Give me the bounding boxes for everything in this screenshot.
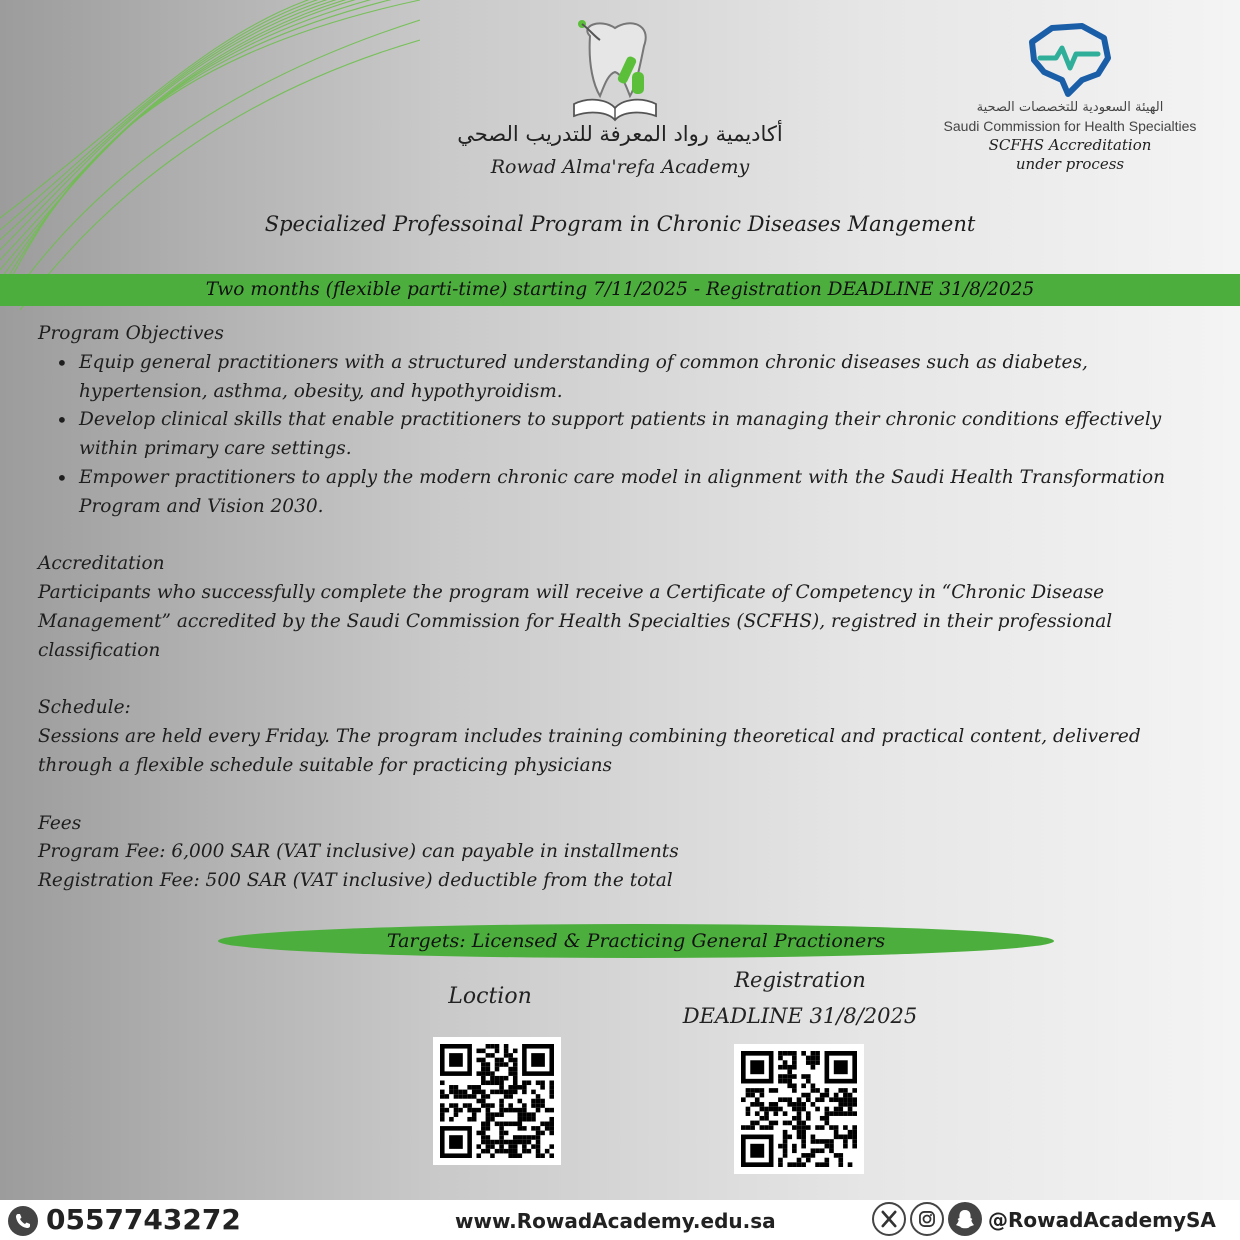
accreditation-status-detail: under process <box>1015 155 1125 173</box>
instagram-icon[interactable] <box>910 1202 944 1236</box>
location-label: Loction <box>448 984 532 1009</box>
social-handle[interactable]: @RowadAcademySA <box>988 1208 1216 1232</box>
registration-fee: Registration Fee: 500 SAR (VAT inclusive) deductible from the total <box>38 870 673 892</box>
program-details <box>38 320 1208 896</box>
objectives-heading: Program Objectives <box>38 323 224 344</box>
decorative-swirl <box>0 0 420 320</box>
qr-code-icon <box>741 1051 857 1167</box>
program-title: Specialized Professoinal Program in Chronic Diseases Mangement <box>264 212 976 236</box>
scfhs-logo <box>1022 22 1114 98</box>
registration-label <box>650 962 950 1034</box>
program-duration-banner: Two months (flexible parti-time) starting 7/11/2025 - Registration DEADLINE 31/8/2025 <box>0 274 1240 306</box>
registration-qr-code[interactable] <box>734 1044 864 1174</box>
scfhs-name-english: Saudi Commission for Health Specialties <box>943 118 1197 134</box>
objective-item: • Equip general practitioners with a structured understanding of common chronic diseases such as diabetes, hypertension, asthma, obesity, and hypothyroidism. <box>38 349 1208 407</box>
schedule-heading: Schedule: <box>38 697 131 719</box>
website-link[interactable]: www.RowadAcademy.edu.sa <box>455 1209 776 1233</box>
program-fee: Program Fee: 6,000 SAR (VAT inclusive) can payable in installments <box>38 841 679 863</box>
x-icon[interactable] <box>872 1202 906 1236</box>
scfhs-name-arabic: الهيئة السعودية للتخصصات الصحية <box>976 100 1164 115</box>
snapchat-icon[interactable] <box>948 1202 982 1236</box>
academy-logo <box>560 16 670 126</box>
phone-icon <box>8 1206 38 1236</box>
academy-name-english: Rowad Alma'refa Academy <box>490 156 750 178</box>
objective-item: • Empower practitioners to apply the modern chronic care model in alignment with the Saudi Health Transformation Program and Vision 2030. <box>38 464 1208 522</box>
qr-code-icon <box>440 1044 554 1158</box>
schedule-text: Sessions are held every Friday. The program includes training combining theoretical and practical content, delivered through a flexible schedule suitable for practicing physicians <box>38 726 1141 776</box>
phone-number[interactable]: 0557743272 <box>46 1203 241 1236</box>
location-qr-code[interactable] <box>433 1037 561 1165</box>
objective-item: • Develop clinical skills that enable practitioners to support patients in managing their chronic conditions effectively within primary care settings. <box>38 406 1208 464</box>
academy-name-arabic: أكاديمية رواد المعرفة للتدريب الصحي <box>457 122 783 146</box>
registration-label-line1: Registration <box>734 968 866 992</box>
accreditation-text: Participants who successfully complete the program will receive a Certificate of Competency in “Chronic Disease Management” accredited by the Saudi Commission for Health Specialties (SCFHS), registred in their professional classification <box>38 582 1113 661</box>
accreditation-heading: Accreditation <box>38 553 165 575</box>
objectives-list <box>38 349 1208 522</box>
registration-deadline: DEADLINE 31/8/2025 <box>682 1004 918 1028</box>
accreditation-status: SCFHS Accreditation <box>988 136 1152 154</box>
targets-pill: Targets: Licensed & Practicing General Practioners <box>218 924 1054 958</box>
fees-heading: Fees <box>38 812 82 834</box>
